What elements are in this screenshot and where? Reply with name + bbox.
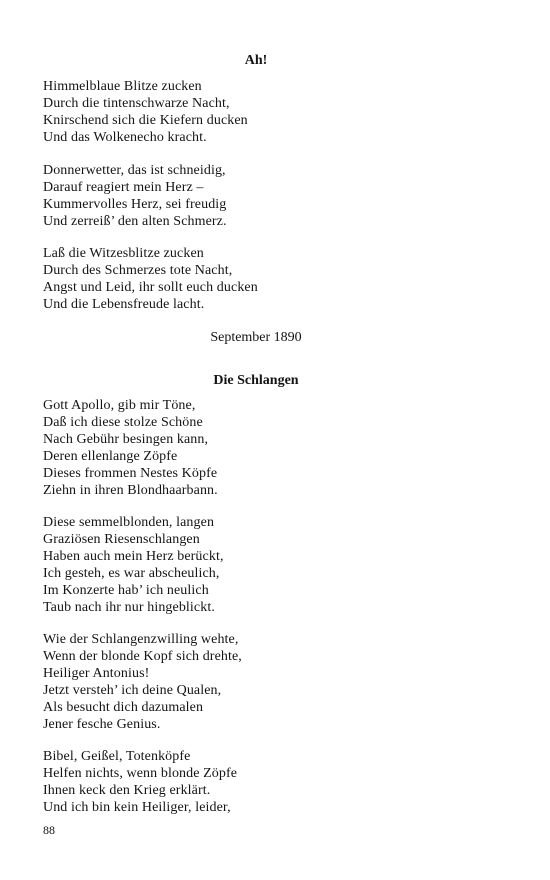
poem-line: Wenn der blonde Kopf sich drehte, (43, 649, 242, 664)
poem-line: Darauf reagiert mein Herz – (43, 180, 204, 195)
poem-line: Durch des Schmerzes tote Nacht, (43, 263, 233, 278)
poem-line: Nach Gebühr besingen kann, (43, 432, 209, 447)
poem-line: Donnerwetter, das ist schneidig, (43, 163, 226, 178)
poem-stanza (43, 245, 258, 313)
poem-line: Und ich bin kein Heiliger, leider, (43, 800, 231, 815)
poem-line: Und das Wolkenecho kracht. (43, 130, 207, 145)
poem-title: Ah! (244, 53, 268, 68)
poem-line: Wie der Schlangenzwilling wehte, (43, 632, 239, 647)
poem-line: Gott Apollo, gib mir Töne, (43, 398, 196, 413)
poem-title: Die Schlangen (213, 373, 299, 388)
poem-line: Diese semmelblonden, langen (43, 515, 215, 530)
poem-line: Deren ellenlange Zöpfe (43, 449, 178, 464)
poem-line: Ziehn in ihren Blondhaarbann. (43, 483, 218, 498)
poem-line: Bibel, Geißel, Totenköpfe (43, 749, 191, 764)
poem-line: Helfen nichts, wenn blonde Zöpfe (43, 766, 238, 781)
poem-line: Jener fesche Genius. (43, 717, 161, 732)
poem-stanza (43, 748, 237, 816)
poem-line: Himmelblaue Blitze zucken (43, 79, 202, 94)
poem-line: Und die Lebensfreude lacht. (43, 297, 205, 312)
poem-line: Knirschend sich die Kiefern ducken (43, 113, 248, 128)
poem-line: Als besucht dich dazumalen (43, 700, 204, 715)
page-number: 88 (43, 823, 55, 837)
poem-line: Taub nach ihr nur hingeblickt. (43, 600, 215, 615)
poem-line: Graziösen Riesenschlangen (43, 532, 200, 547)
poem-date: September 1890 (210, 330, 302, 345)
poem-line: Daß ich diese stolze Schöne (43, 415, 203, 430)
poem-line: Durch die tintenschwarze Nacht, (43, 96, 230, 111)
poem-line: Haben auch mein Herz berückt, (43, 549, 224, 564)
poem-line: Ihnen keck den Krieg erklärt. (43, 783, 211, 798)
poem-line: Ich gesteh, es war abscheulich, (43, 566, 220, 581)
poem-line: Laß die Witzesblitze zucken (43, 246, 204, 261)
poem-stanza (43, 514, 224, 616)
poem-line: Kummervolles Herz, sei freudig (43, 197, 227, 212)
poem-line: Heiliger Antonius! (43, 666, 150, 681)
poem-line: Angst und Leid, ihr sollt euch ducken (43, 280, 258, 295)
poem-stanza (43, 162, 227, 230)
poem-line: Und zerreiß’ den alten Schmerz. (43, 214, 227, 229)
poem-stanza (43, 397, 218, 499)
poem-line: Dieses frommen Nestes Köpfe (43, 466, 218, 481)
poem-line: Jetzt versteh’ ich deine Qualen, (43, 683, 222, 698)
poem-line: Im Konzerte hab’ ich neulich (43, 583, 209, 598)
poem-stanza (43, 78, 248, 146)
poem-stanza (43, 631, 242, 733)
